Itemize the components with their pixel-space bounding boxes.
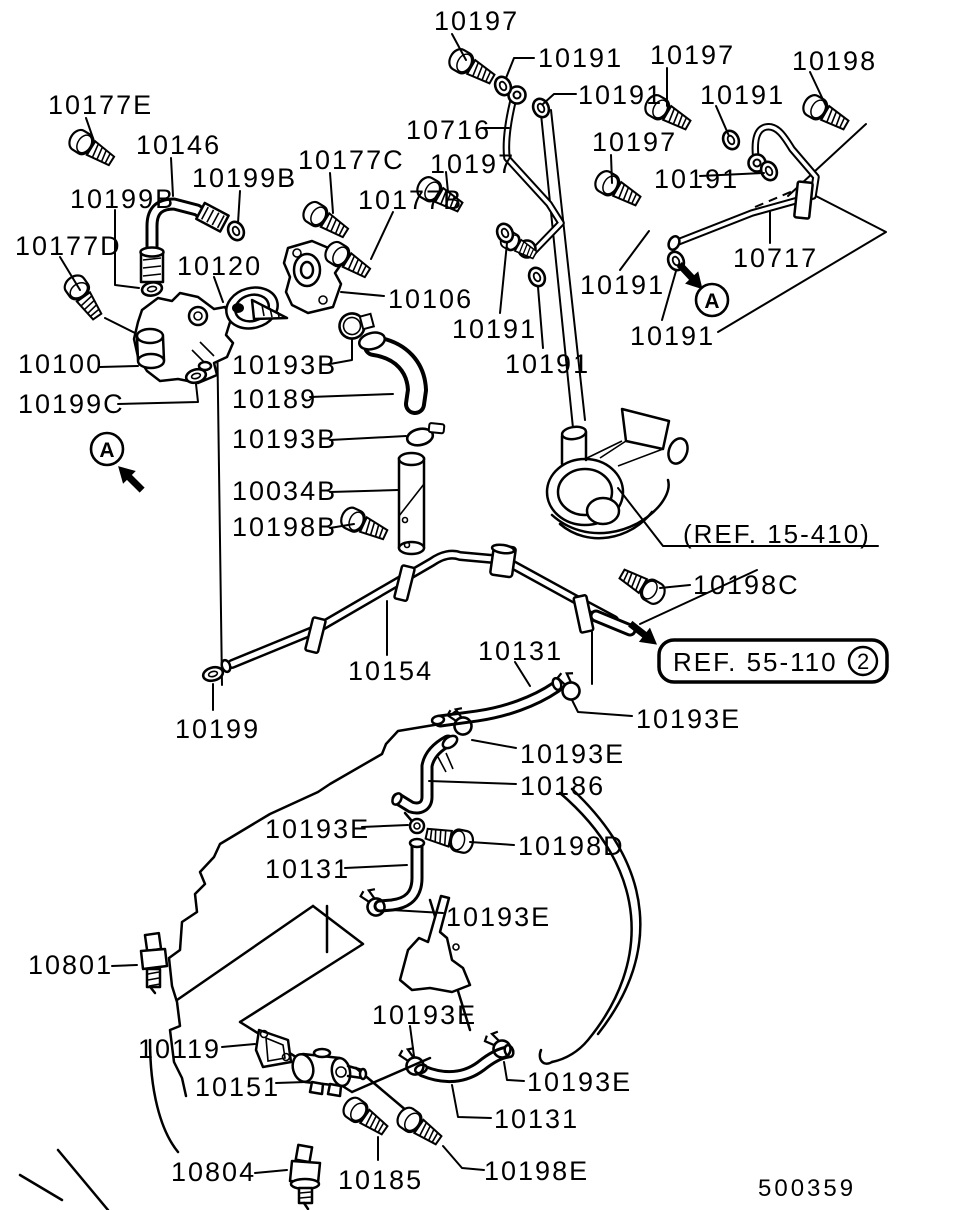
hose-10189 [357,330,417,404]
part-label: 10193B [232,350,338,380]
part-label: 10197 [430,149,516,179]
oring-icon [720,128,742,152]
part-label: 10189 [232,384,318,414]
thermo-valve-10151 [290,1049,366,1096]
bolt-icon [424,823,475,854]
bolt-icon [592,168,644,211]
part-label: 10193B [232,424,338,454]
part-label: 10193E [520,739,626,769]
part-label: 10177E [48,90,154,120]
hose-10131-middle [380,839,424,906]
part-label: 10186 [520,771,606,801]
bolt-icon [800,92,852,135]
drawing-code: 500359 [758,1175,857,1202]
part-label: 10034B [232,476,338,506]
bolt-icon [394,1104,445,1149]
oring-icon [141,281,163,297]
oring-icon [526,265,548,289]
sensor-10804 [290,1145,320,1209]
ref-box [659,640,887,682]
part-label: 10198B [232,512,338,542]
spring-clamp-icon [359,885,388,918]
part-label: 10198E [484,1156,590,1186]
temp-sensor-10801 [141,933,167,993]
elbow-fitting-10198D [405,813,424,833]
part-label: 10131 [478,636,564,666]
part-label: 10177D [15,231,122,261]
view-marker-A-left [91,433,123,465]
view-marker-label: A [99,439,115,462]
part-labels [15,6,877,1195]
pipe-10034B [399,453,424,554]
part-label: 10106 [388,284,474,314]
ref-note: (REF. 15-410) [683,519,871,549]
part-label: 10193E [527,1067,633,1097]
bolt-icon [300,199,352,243]
part-label: 10193E [636,704,742,734]
bolt-icon [617,564,669,607]
part-label: 10199B [70,184,176,214]
part-label: 10198D [518,831,625,861]
hose-10131-lower [414,1044,515,1077]
part-label: 10197 [650,40,736,70]
part-label: 10191 [578,80,664,110]
part-label: 10185 [338,1165,424,1195]
part-label: 10804 [171,1157,257,1187]
bolt-icon [446,46,498,89]
part-label: 10177C [298,145,405,175]
part-label: 10199B [192,163,298,193]
turbocharger-ref [547,409,691,538]
part-label: 10191 [630,321,716,351]
part-label: 10199C [18,389,125,419]
oring-icon [225,219,247,243]
part-label: 10131 [494,1104,580,1134]
part-label: 10191 [452,314,538,344]
bolt-icon [340,1094,391,1139]
part-label: 10716 [406,115,492,145]
arrow-icon [112,460,149,497]
part-label: 10119 [138,1034,222,1064]
part-label: 10717 [733,243,819,273]
part-label: 10191 [654,164,740,194]
part-label: 10146 [136,130,222,160]
part-label: 10193E [372,1000,478,1030]
part-label: 10191 [700,80,786,110]
hose-clamp-icon [405,420,448,448]
part-label: 10801 [28,950,114,980]
ref-box-circled-number: 2 [857,649,870,674]
part-label: 10198 [792,46,878,76]
thermostat-10120 [222,282,287,334]
part-label: 10120 [177,251,263,281]
part-label: 10177B [358,185,464,215]
gasket-10119 [256,1030,291,1067]
part-label: 10193E [446,902,552,932]
part-label: 10151 [195,1072,281,1102]
pipe-10186 [391,733,460,808]
part-label: 10199 [175,714,261,744]
part-label: 10191 [538,43,624,73]
view-marker-A-right [696,284,728,316]
part-label: 10191 [505,349,591,379]
part-label: 10100 [18,349,104,379]
part-label: 10191 [580,270,666,300]
part-label: 10131 [265,854,351,884]
bolt-icon [61,272,106,323]
part-label: 10154 [348,656,434,686]
ref-box-label: REF. 55-110 [673,647,838,677]
part-label: 10193E [265,814,371,844]
water-pipe-10154 [220,544,630,673]
part-label: 10198C [693,570,800,600]
part-label: 10197 [592,127,678,157]
part-label: 10197 [434,6,520,36]
view-marker-label: A [704,290,720,313]
